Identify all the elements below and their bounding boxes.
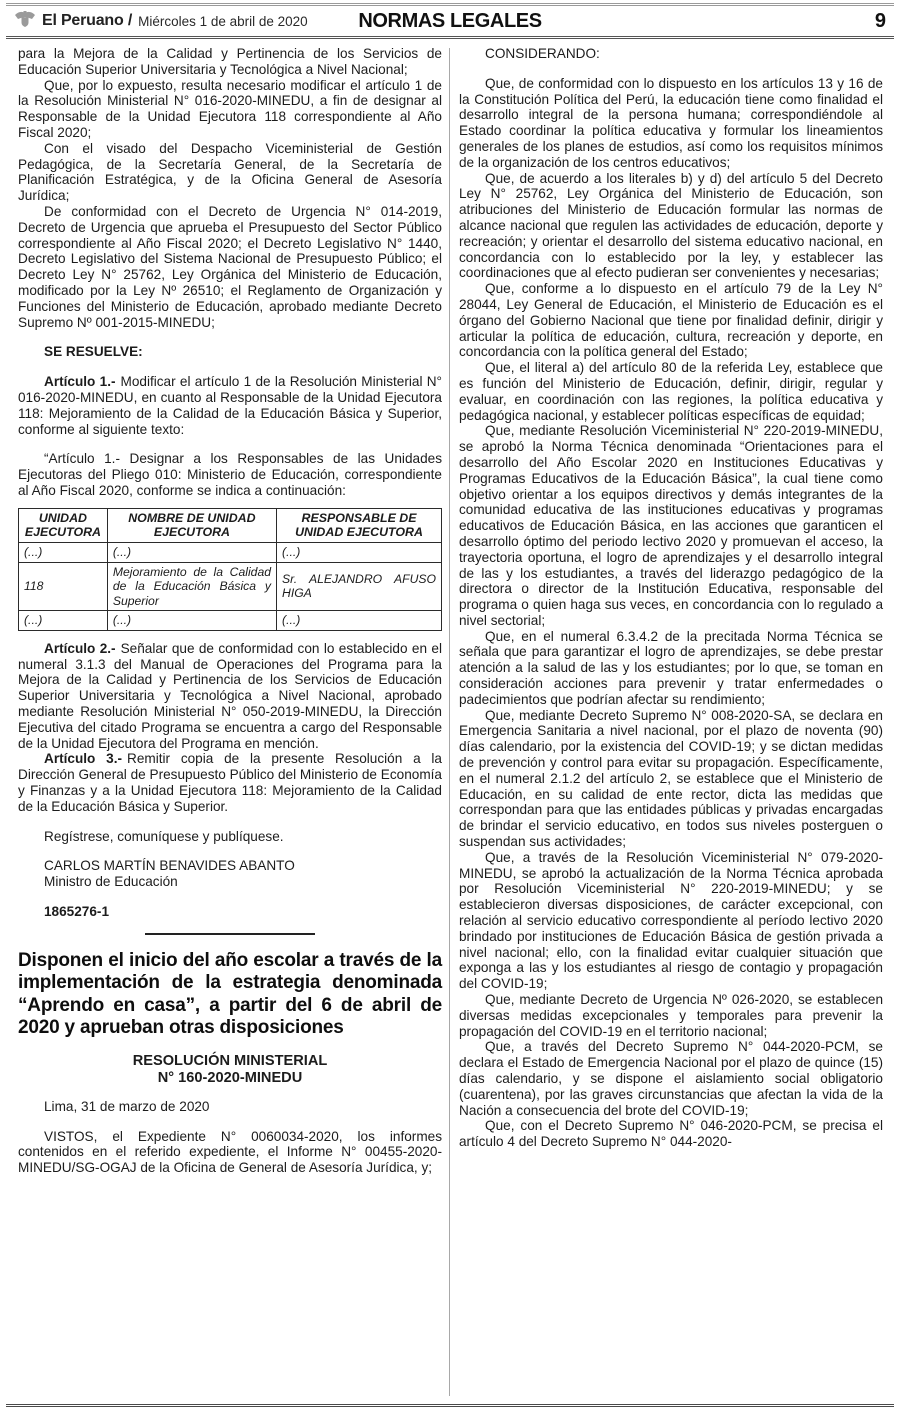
unidad-ejecutora-table	[18, 508, 442, 631]
paragraph: Que, de acuerdo a los literales b) y d) del artículo 5 del Decreto Ley N° 25762, Ley Orgánica del Ministerio de Educación, son atribuciones del Ministerio de Educación formular las normas de alcance nacional que regulen las actividades de educación, deporte y recreación; y orientar el desarrollo del sistema educativo nacional, en concordancia con lo establecido por la ley, y establecer las coordinaciones que al efecto pudieran ser convenientes y necesarias;	[459, 170, 883, 281]
resolution-title-line1: RESOLUCIÓN MINISTERIAL	[132, 1052, 328, 1069]
page-header	[6, 3, 894, 39]
table-row	[19, 542, 442, 562]
paragraph: Que, de conformidad con lo dispuesto en los artículos 13 y 16 de la Constitución Política del Perú, la educación tiene como finalidad el desarrollo integral de la persona humana; correspondiéndole al Estado coordinar la política educativa y formular los lineamientos generales de los planes de estudios, así como los requisitos mínimos de la organización de los centros educativos;	[459, 75, 883, 170]
right-column	[459, 46, 883, 1150]
page-number: 9	[874, 9, 886, 32]
table-cell: (...)	[19, 611, 108, 631]
table-cell: 118	[19, 562, 108, 611]
column-divider	[449, 48, 450, 1396]
table-header-cell: UNIDAD EJECUTORA	[19, 508, 108, 542]
paragraph: Que, mediante Decreto Supremo N° 008-2020-SA, se declara en Emergencia Sanitaria a nivel nacional, por el plazo de noventa (90) días calendario, por la existencia del COVID-19; y se dictan medidas de prevención y control para evitar su propagación. Específicamente, en el numeral 2.1.2 del artículo 2, se establece que el Ministerio de Educación, en su calidad de ente rector, dicta las medidas que correspondan para que las entidades públicas y privadas encargadas de brindar el servicio educativo, en todos sus niveles posterguen o suspendan sus actividades;	[459, 707, 883, 850]
article-2-text: Señalar que de conformidad con lo establecido en el numeral 3.1.3 del Manual de Operaciones del Programa para la Mejora de la Calidad y Pertinencia de los Servicios de Educación Superior Universitaria y Tecnológica a Nivel Nacional, aprobado mediante Resolución Ministerial N° 050-2019-MINEDU, la Dirección Ejecutiva del citado Programa se encuentra a cargo del Responsable de la Unidad Ejecutora del Programa en mención.	[18, 640, 442, 751]
table-header-cell: NOMBRE DE UNIDAD EJECUTORA	[107, 508, 276, 542]
issue-date: Miércoles 1 de abril de 2020	[138, 13, 308, 29]
article-2-paragraph	[18, 641, 442, 752]
paragraph: Que, el literal a) del artículo 80 de la referida Ley, establece que es función del Ministerio de Educación, definir, dirigir, regular y evaluar, en coordinación con las regiones, la política educativa y pedagógica nacional, y establecer políticas específicas de equidad;	[459, 360, 883, 423]
article-2-label: Artículo 2.-	[44, 640, 116, 656]
article-1-text: Modificar el artículo 1 de la Resolución Ministerial N° 016-2020-MINEDU, en cuanto al Responsable de la Unidad Ejecutora 118: Mejoramiento de la Calidad de la Educación Básica y Superior, conforme al siguiente texto:	[18, 374, 442, 437]
dateline: Lima, 31 de marzo de 2020	[44, 1098, 210, 1114]
publication-code: 1865276-1	[44, 904, 110, 920]
table-cell: Mejoramiento de la Calidad de la Educación Básica y Superior	[107, 562, 276, 611]
brand	[14, 10, 308, 33]
paragraph: Que, mediante Decreto de Urgencia Nº 026-2020, se establecen diversas medidas excepcionales y temporales para prevenir la propagación del COVID-19 en el territorio nacional;	[459, 992, 883, 1039]
table-cell: (...)	[277, 611, 442, 631]
article-3-text: Remitir copia de la presente Resolución a la Dirección General de Presupuesto Público del Ministerio de Economía y Finanzas y a la Unidad Ejecutora 118: Mejoramiento de la Calidad de la Educación Básica y Superior.	[18, 751, 442, 814]
el-peruano-logo-icon	[14, 10, 36, 33]
paragraph: Que, mediante Resolución Viceministerial N° 220-2019-MINEDU, se aprobó la Norma Técnica denominada “Orientaciones para el desarrollo del Año Escolar 2020 en Instituciones Educativas y Programas Educativos de la Educación Básica”, la cual tiene como objetivo orientar a los equipos directivos y demás integrantes de la comunidad educativa de las instituciones educativas y programas educativos de Educación Básica, en las acciones que garanticen el desarrollo óptimo del periodo lectivo 2020 y promuevan el acceso, la trayectoria oportuna, el logro de aprendizajes y el desarrollo integral de las y los estudiantes, a través del liderazgo pedagógico de la directora o director de la Institución Educativa, responsable del programa o quien haga sus veces, en concordancia con lo regulado a nivel sectorial;	[459, 423, 883, 628]
brand-name: El Peruano /	[42, 12, 133, 29]
table-cell: (...)	[107, 542, 276, 562]
article-1-paragraph	[18, 374, 442, 437]
quoted-article-paragraph: “Artículo 1.- Designar a los Responsables de las Unidades Ejecutoras del Pliego 010: Ministerio de Educación, correspondiente al Año Fiscal 2020, conforme se indica a continuación:	[18, 451, 442, 498]
table-row	[19, 562, 442, 611]
considerando-label: CONSIDERANDO:	[485, 46, 600, 61]
resolution-heading: Disponen el inicio del año escolar a través de la implementación de la estrategia denominada “Aprendo en casa”, a partir del 6 de abril de 2020 y aprueban otras disposiciones	[18, 949, 442, 1039]
left-column	[18, 46, 442, 1176]
resolution-title-line2: N° 160-2020-MINEDU	[157, 1069, 303, 1086]
signer-name: CARLOS MARTÍN BENAVIDES ABANTO	[44, 858, 295, 874]
section-separator	[145, 933, 315, 935]
paragraph: para la Mejora de la Calidad y Pertinencia de los Servicios de Educación Superior Universitaria y Tecnológica a Nivel Nacional;	[18, 46, 442, 77]
paragraph: Que, por lo expuesto, resulta necesario modificar el artículo 1 de la Resolución Ministerial N° 016-2020-MINEDU, a fin de designar al Responsable de la Unidad Ejecutora 118 correspondiente al Año Fiscal 2020;	[18, 77, 442, 140]
paragraph: De conformidad con el Decreto de Urgencia N° 014-2019, Decreto de Urgencia que aprueba el Presupuesto del Sector Público correspondiente al Año Fiscal 2020; el Decreto Legislativo N° 1440, Decreto Legislativo del Sistema Nacional de Presupuesto Público; el Decreto Ley N° 25762, Ley Orgánica del Ministerio de Educación, modificado por la Ley Nº 26510; el Reglamento de Organización y Funciones del Ministerio de Educación, aprobado mediante Decreto Supremo Nº 001-2015-MINEDU;	[18, 203, 442, 330]
se-resuelve-label: SE RESUELVE:	[44, 344, 143, 360]
article-3-paragraph	[18, 751, 442, 814]
table-cell: (...)	[19, 542, 108, 562]
table-cell: (...)	[277, 542, 442, 562]
table-cell: (...)	[107, 611, 276, 631]
table-header-row	[19, 508, 442, 542]
paragraph: Que, a través del Decreto Supremo N° 044-2020-PCM, se declara el Estado de Emergencia Nacional por el plazo de quince (15) días calendario, y se dispone el aislamiento social obligatorio (cuarentena), por las graves circunstancias que afectan la vida de la Nación a consecuencia del brote del COVID-19;	[459, 1039, 883, 1118]
page-footer-rule	[6, 1404, 894, 1407]
table-cell: Sr. ALEJANDRO AFUSO HIGA	[277, 562, 442, 611]
paragraph: Que, a través de la Resolución Viceministerial N° 079-2020-MINEDU, se aprobó la actualización de la Norma Técnica aprobada por Resolución Viceministerial N° 220-2019-MINEDU; y se establecieron diversas disposiciones, de carácter excepcional, con relación al servicio educativo correspondiente al período lectivo 2020 brindado por instituciones de Educación Básica de gestión privada a nivel nacional; ello, con la finalidad evitar cualquier situación que exponga a las y los estudiantes al riesgo de contagio y propagación del COVID-19;	[459, 849, 883, 992]
paragraph: Que, conforme a lo dispuesto en el artículo 79 de la Ley N° 28044, Ley General de Educación, el Ministerio de Educación es el órgano del Gobierno Nacional que tiene por finalidad definir, dirigir y articular la política de educación, cultura, recreación y deporte, en concordancia con la política general del Estado;	[459, 281, 883, 360]
paragraph: Con el visado del Despacho Viceministerial de Gestión Pedagógica, de la Secretaría General, de la Secretaría de Planificación Estratégica, y de la Oficina General de Asesoría Jurídica;	[18, 140, 442, 204]
article-1-label: Artículo 1.-	[44, 374, 116, 390]
resolution-title	[18, 1053, 442, 1087]
vistos-paragraph: VISTOS, el Expediente N° 0060034-2020, los informes contenidos en el referido expediente, el Informe N° 00455-2020-MINEDU/SG-OGAJ de la Oficina de General de Asesoría Jurídica, y;	[18, 1128, 442, 1176]
section-title: NORMAS LEGALES	[358, 9, 542, 32]
article-3-label: Artículo 3.-	[44, 751, 122, 767]
registrese-line: Regístrese, comuníquese y publíquese.	[44, 828, 284, 844]
paragraph: Que, con el Decreto Supremo N° 046-2020-PCM, se precisa el artículo 4 del Decreto Supremo N° 044-2020-	[459, 1118, 883, 1150]
table-row	[19, 611, 442, 631]
paragraph: Que, en el numeral 6.3.4.2 de la precitada Norma Técnica se señala que para garantizar el logro de aprendizajes, se debe prestar atención a la salud de las y los estudiantes; por lo que, se toman en consideración acciones para prevenir y tratar enfermedades o padecimientos que podrían afectar su rendimiento;	[459, 628, 883, 707]
table-header-cell: RESPONSABLE DE UNIDAD EJECUTORA	[277, 508, 442, 542]
signer-title: Ministro de Educación	[44, 874, 178, 890]
